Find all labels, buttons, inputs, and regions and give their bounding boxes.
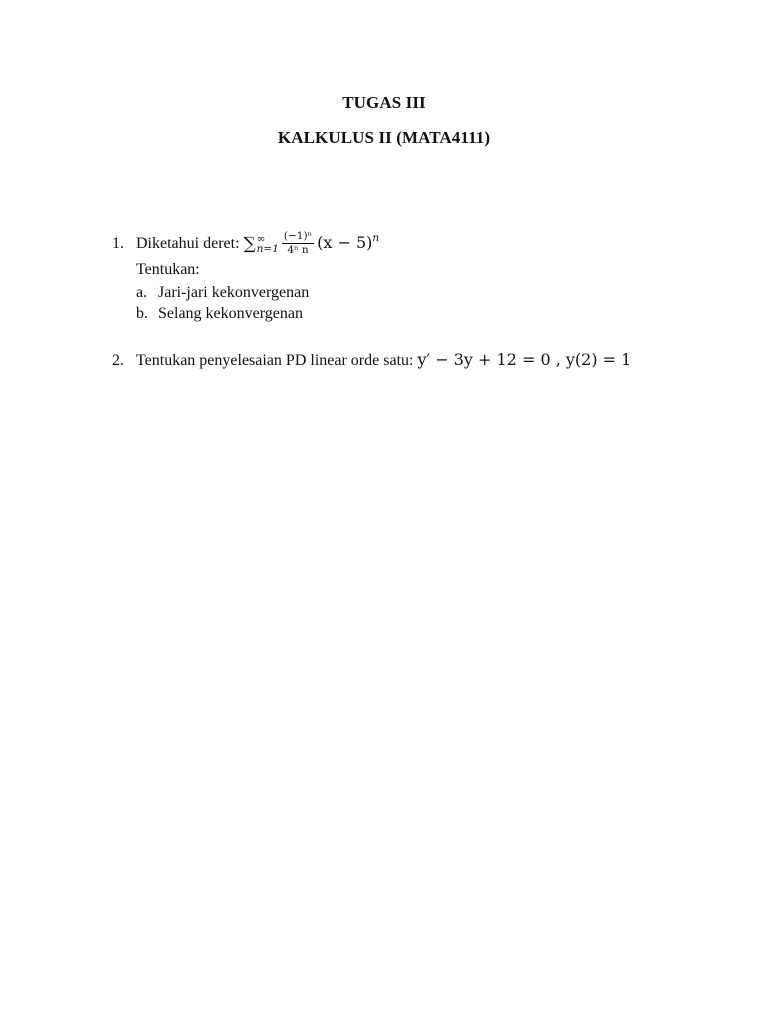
sum-lower-limit: n=1	[256, 242, 279, 255]
sum-symbol: ∑	[243, 234, 256, 254]
series-fraction	[282, 230, 314, 257]
question-2-prompt: Tentukan penyelesaian PD linear orde satu:	[136, 352, 414, 369]
series-formula	[243, 230, 380, 256]
question-2-number: 2.	[112, 352, 124, 369]
question-2	[112, 350, 631, 370]
question-1-item-b	[136, 305, 303, 323]
fraction-denominator: 4ⁿ n	[287, 244, 309, 256]
item-a-label: a.	[136, 284, 148, 301]
item-a-text: Jari-jari kekonvergenan	[158, 284, 310, 301]
question-1-prompt: Diketahui deret:	[136, 235, 240, 252]
question-1	[112, 230, 379, 257]
question-1-subprompt: Tentukan:	[136, 261, 200, 278]
series-factor: (x − 5)	[317, 233, 373, 252]
fraction-numerator: (−1)ⁿ	[283, 230, 313, 242]
question-1-item-a	[136, 284, 309, 302]
sum-upper-limit: ∞	[256, 232, 266, 245]
course-title: KALKULUS II (MATA4111)	[277, 128, 491, 147]
item-b-text: Selang kekonvergenan	[158, 305, 303, 322]
differential-equation: y′ − 3y + 12 = 0 , y(2) = 1	[417, 350, 632, 369]
sum-limits	[257, 234, 279, 254]
item-b-label: b.	[136, 305, 148, 322]
assignment-title: TUGAS III	[342, 93, 426, 112]
question-1-number: 1.	[112, 235, 124, 252]
series-exponent: n	[372, 232, 380, 244]
